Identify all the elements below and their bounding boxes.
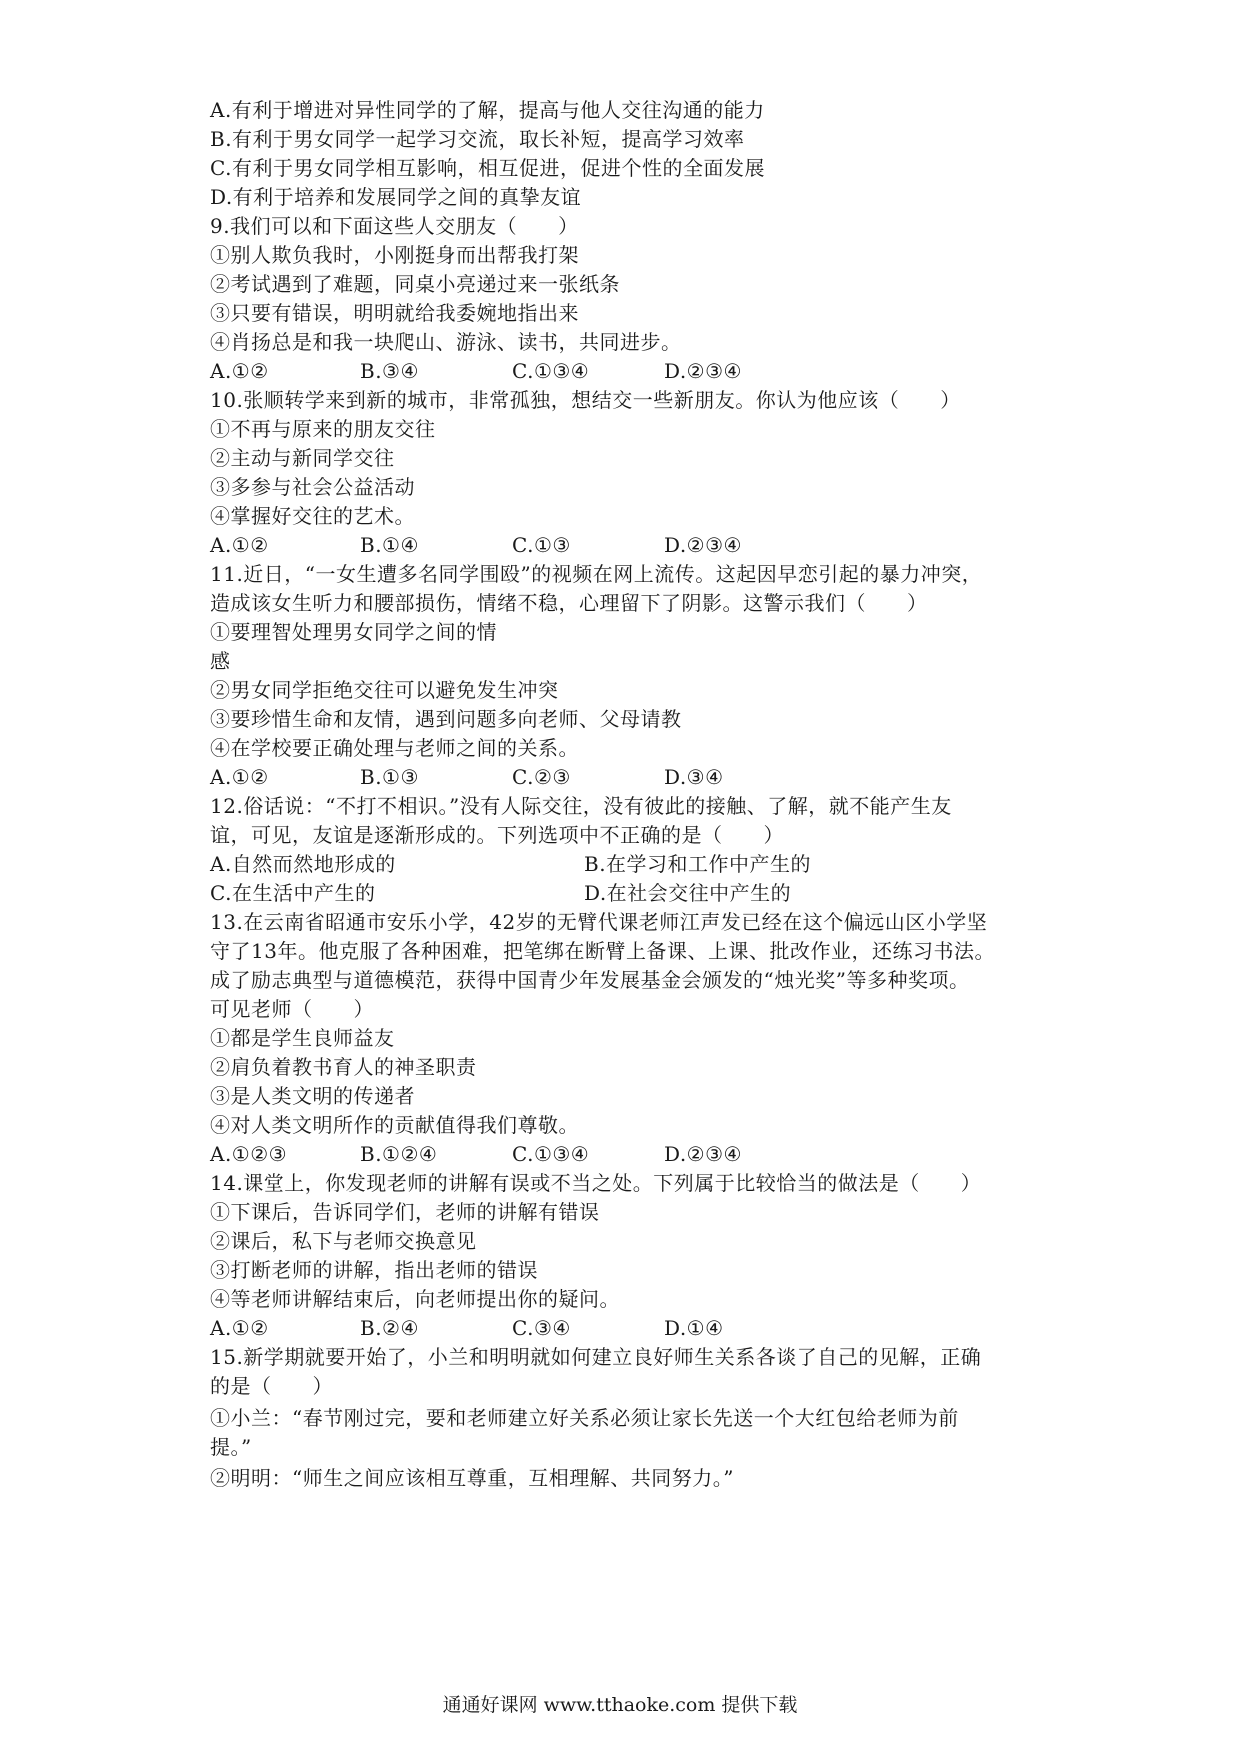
q9-choice-b: B.③④ — [360, 359, 419, 383]
q14-choice-a: A.①② — [210, 1316, 269, 1340]
q10-choice-b: B.①④ — [360, 533, 419, 557]
q10-item: ①不再与原来的朋友交往 — [210, 417, 436, 441]
q14-choice-c: C.③④ — [512, 1316, 571, 1340]
q12-stem-line: 12.俗话说：“不打不相识。”没有人际交往，没有彼此的接触、了解，就不能产生友 — [210, 794, 952, 818]
q14-item: ④等老师讲解结束后，向老师提出你的疑问。 — [210, 1287, 620, 1311]
q8-option-a: A.有利于增进对异性同学的了解，提高与他人交往沟通的能力 — [210, 98, 765, 122]
q13-item: ②肩负着教书育人的神圣职责 — [210, 1055, 477, 1079]
q12-stem-line: 谊，可见，友谊是逐渐形成的。下列选项中不正确的是（ ） — [210, 823, 784, 847]
page-footer: 通通好课网 www.tthaoke.com 提供下载 — [442, 1694, 798, 1716]
q14-stem: 14.课堂上，你发现老师的讲解有误或不当之处。下列属于比较恰当的做法是（ ） — [210, 1171, 982, 1195]
q13-stem-line: 守了13年。他克服了各种困难，把笔绑在断臂上备课、上课、批改作业，还练习书法。 — [210, 939, 995, 963]
q10-item: ④掌握好交往的艺术。 — [210, 504, 415, 528]
q11-stem-line: 造成该女生听力和腰部损伤，情绪不稳，心理留下了阴影。这警示我们（ ） — [210, 591, 928, 615]
q10-choice-c: C.①③ — [512, 533, 571, 557]
q9-stem: 9.我们可以和下面这些人交朋友（ ） — [210, 214, 579, 238]
q15-stem-line: 的是（ ） — [210, 1374, 333, 1398]
q13-choice-d: D.②③④ — [664, 1142, 742, 1166]
q12-choice-d: D.在社会交往中产生的 — [584, 881, 792, 905]
q11-stem-line: 11.近日，“一女生遭多名同学围殴”的视频在网上流传。这起因早恋引起的暴力冲突， — [210, 562, 983, 586]
q12-choice-a: A.自然而然地形成的 — [210, 852, 396, 876]
q13-stem-line: 成了励志典型与道德模范，获得中国青少年发展基金会颁发的“烛光奖”等多种奖项。 — [210, 968, 970, 992]
q12-choice-c: C.在生活中产生的 — [210, 881, 376, 905]
q8-option-d: D.有利于培养和发展同学之间的真挚友谊 — [210, 185, 582, 209]
q11-item: ④在学校要正确处理与老师之间的关系。 — [210, 736, 579, 760]
q10-choice-d: D.②③④ — [664, 533, 742, 557]
q12-choice-b: B.在学习和工作中产生的 — [584, 852, 812, 876]
q13-item: ③是人类文明的传递者 — [210, 1084, 415, 1108]
q15-stem-line: 15.新学期就要开始了，小兰和明明就如何建立良好师生关系各谈了自己的见解，正确 — [210, 1345, 982, 1369]
q15-item: ①小兰：“春节刚过完，要和老师建立好关系必须让家长先送一个大红包给老师为前 — [210, 1406, 959, 1430]
q10-item: ②主动与新同学交往 — [210, 446, 395, 470]
q11-choice-b: B.①③ — [360, 765, 419, 789]
q10-item: ③多参与社会公益活动 — [210, 475, 415, 499]
q8-option-c: C.有利于男女同学相互影响，相互促进，促进个性的全面发展 — [210, 156, 765, 180]
q13-stem-line: 可见老师（ ） — [210, 997, 374, 1021]
q11-item: ②男女同学拒绝交往可以避免发生冲突 — [210, 678, 559, 702]
q13-item: ①都是学生良师益友 — [210, 1026, 395, 1050]
q9-item: ③只要有错误，明明就给我委婉地指出来 — [210, 301, 579, 325]
q8-option-b: B.有利于男女同学一起学习交流，取长补短，提高学习效率 — [210, 127, 745, 151]
q14-choice-b: B.②④ — [360, 1316, 419, 1340]
q9-choice-a: A.①② — [210, 359, 269, 383]
q13-item: ④对人类文明所作的贡献值得我们尊敬。 — [210, 1113, 579, 1137]
q9-choice-c: C.①③④ — [512, 359, 590, 383]
q14-choice-d: D.①④ — [664, 1316, 724, 1340]
q15-item: 提。” — [210, 1435, 252, 1459]
q11-item: 感 — [210, 649, 231, 673]
q10-stem: 10.张顺转学来到新的城市，非常孤独，想结交一些新朋友。你认为他应该（ ） — [210, 388, 961, 412]
q11-choice-d: D.③④ — [664, 765, 724, 789]
q11-item: ③要珍惜生命和友情，遇到问题多向老师、父母请教 — [210, 707, 682, 731]
q9-item: ①别人欺负我时，小刚挺身而出帮我打架 — [210, 243, 579, 267]
q13-choice-a: A.①②③ — [210, 1142, 288, 1166]
q13-choice-b: B.①②④ — [360, 1142, 438, 1166]
q9-item: ②考试遇到了难题，同桌小亮递过来一张纸条 — [210, 272, 620, 296]
q9-choice-d: D.②③④ — [664, 359, 742, 383]
q13-choice-c: C.①③④ — [512, 1142, 590, 1166]
q15-item: ②明明：“师生之间应该相互尊重，互相理解、共同努力。” — [210, 1466, 734, 1490]
q10-choice-a: A.①② — [210, 533, 269, 557]
q14-item: ②课后，私下与老师交换意见 — [210, 1229, 477, 1253]
q9-item: ④肖扬总是和我一块爬山、游泳、读书，共同进步。 — [210, 330, 682, 354]
q13-stem-line: 13.在云南省昭通市安乐小学，42岁的无臂代课老师江声发已经在这个偏远山区小学坚 — [210, 910, 988, 934]
q14-item: ③打断老师的讲解，指出老师的错误 — [210, 1258, 538, 1282]
q11-item: ①要理智处理男女同学之间的情 — [210, 620, 497, 644]
q11-choice-a: A.①② — [210, 765, 269, 789]
q11-choice-c: C.②③ — [512, 765, 571, 789]
q14-item: ①下课后，告诉同学们，老师的讲解有错误 — [210, 1200, 600, 1224]
